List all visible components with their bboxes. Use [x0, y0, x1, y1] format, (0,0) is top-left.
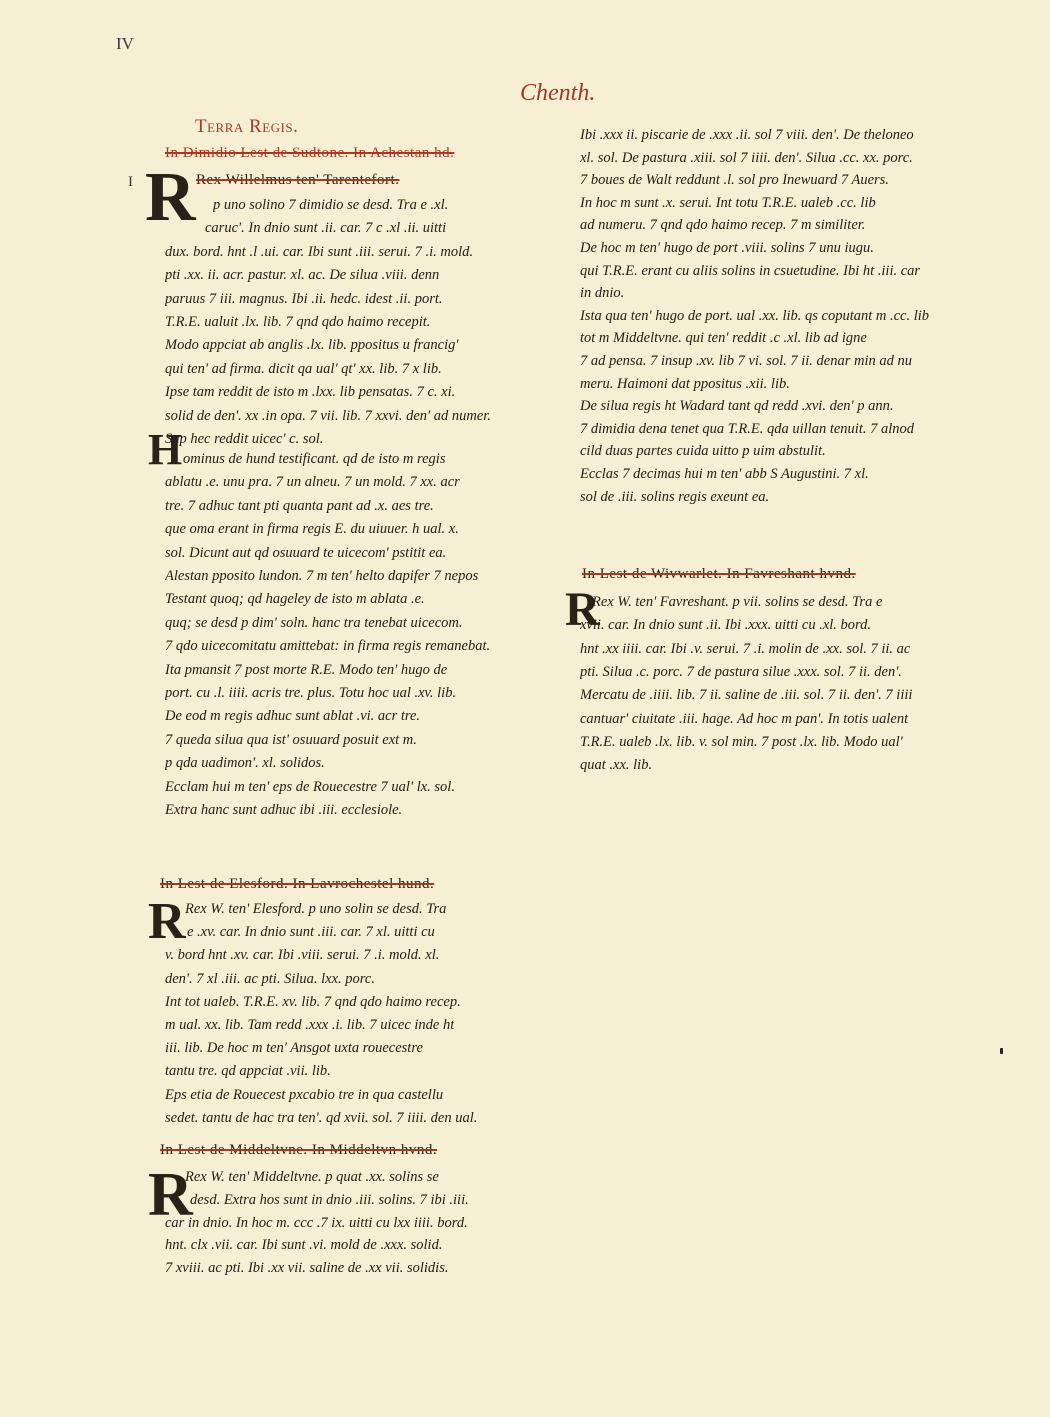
manuscript-line: sol de .iii. solins regis exeunt ea.: [580, 489, 770, 505]
manuscript-line: p qda uadimon'. xl. solidos.: [165, 756, 325, 771]
initial-r-1: R: [145, 159, 196, 236]
manuscript-line: Rex W. ten' Elesford. p uno solin se desd. Tra: [185, 902, 447, 917]
manuscript-line: Extra hanc sunt adhuc ibi .iii. ecclesiole.: [165, 803, 403, 818]
manuscript-line: in dnio.: [580, 286, 625, 301]
manuscript-line: p uno solino 7 dimidio se desd. Tra e .xl.: [213, 198, 449, 213]
manuscript-line: hnt .xx iiii. car. Ibi .v. serui. 7 .i. molin de .xx. sol. 7 ii. ac: [580, 641, 911, 657]
manuscript-line: quat .xx. lib.: [580, 758, 653, 773]
manuscript-line: T.R.E. ualuit .lx. lib. 7 qnd qdo haimo recepit.: [165, 315, 431, 330]
manuscript-line: Eps etia de Rouecest pxcabio tre in qua castellu: [165, 1087, 444, 1103]
manuscript-line: sol. Dicunt aut qd osuuard te uicecom' pstitit ea.: [165, 545, 447, 561]
terra-regis-heading: Terra Regis.: [195, 116, 299, 137]
manuscript-line: Ecclas 7 decimas hui m ten' abb S Augustini. 7 xl.: [580, 467, 869, 482]
manuscript-line: v. bord hnt .xv. car. Ibi .viii. serui. 7 .i. mold. xl.: [165, 948, 440, 963]
rubric-sudtone: In Dimidio Lest de Sudtone. In Achestan hd.: [165, 145, 455, 161]
manuscript-line: Alestan pposito lundon. 7 m ten' helto dapifer 7 nepos: [165, 569, 479, 584]
manuscript-line: pti .xx. ii. acr. pastur. xl. ac. De silua .viii. denn: [165, 268, 440, 283]
manuscript-line: quq; se desd p dim' soln. hanc tra tenebat uicecom.: [165, 615, 463, 631]
manuscript-line: 7 boues de Walt reddunt .l. sol pro Inewuard 7 Auers.: [580, 173, 889, 188]
manuscript-line: xl. sol. De pastura .xiii. sol 7 iiii. den'. Silua .cc. xx. porc.: [580, 150, 913, 166]
manuscript-line: den'. 7 xl .iii. ac pti. Silua. lxx. porc.: [165, 971, 375, 987]
manuscript-line: T.R.E. ualeb .lx. lib. v. sol min. 7 post .lx. lib. Modo ual': [580, 734, 903, 750]
initial-r-4: R: [565, 583, 600, 636]
manuscript-line: Sup hec reddit uicec' c. sol.: [165, 432, 324, 447]
manuscript-line: cild duas partes cuida uitto p uim abstulit.: [580, 444, 826, 459]
manuscript-line: Int tot ualeb. T.R.E. xv. lib. 7 qnd qdo haimo recep.: [165, 994, 461, 1010]
manuscript-line: In hoc m sunt .x. serui. Int totu T.R.E. ualeb .cc. lib: [580, 195, 876, 211]
manuscript-line: Ecclam hui m ten' eps de Rouecestre 7 ual' lx. sol.: [165, 779, 455, 795]
manuscript-line: meru. Haimoni dat ppositus .xii. lib.: [580, 376, 790, 392]
manuscript-line: Ipse tam reddit de isto m .lxx. lib pensatas. 7 c. xi.: [165, 385, 456, 400]
manuscript-line: 7 queda silua qua ist' osuuard posuit ext m.: [165, 732, 417, 748]
manuscript-line: qui ten' ad firma. dicit qa ual' qt' xx. lib. 7 x lib.: [165, 361, 442, 377]
initial-h: H: [148, 425, 183, 474]
manuscript-line: que oma erant in firma regis E. du uiuuer. h ual. x.: [165, 522, 459, 537]
rubric-middeltvne: In Lest de Middeltvne. In Middeltvn hvnd.: [160, 1142, 438, 1158]
manuscript-line: Mercatu de .iiii. lib. 7 ii. saline de .iii. sol. 7 ii. den'. 7 iiii: [580, 688, 913, 703]
ink-speck: [1000, 1048, 1003, 1054]
marginal-number: I: [128, 174, 133, 190]
manuscript-line: ad numeru. 7 qnd qdo haimo recep. 7 m similiter.: [580, 218, 866, 233]
manuscript-line: De eod m regis adhuc sunt ablat .vi. acr tre.: [165, 709, 421, 724]
manuscript-line: Rex W. ten' Middeltvne. p quat .xx. solins se: [185, 1170, 439, 1185]
manuscript-line: 7 ad pensa. 7 insup .xv. lib 7 vi. sol. 7 ii. denar min ad nu: [580, 354, 912, 369]
manuscript-line: Ita pmansit 7 post morte R.E. Modo ten' hugo de: [165, 662, 448, 678]
manuscript-line: pti. Silua .c. porc. 7 de pastura silue .xxx. sol. 7 ii. den'.: [580, 664, 902, 680]
manuscript-line: De hoc m ten' hugo de port .viii. solins 7 unu iugu.: [580, 241, 874, 256]
manuscript-line: dux. bord. hnt .l .ui. car. Ibi sunt .iii. serui. 7 .i. mold.: [165, 244, 473, 260]
manuscript-line: Modo appciat ab anglis .lx. lib. ppositus u francig': [165, 338, 459, 353]
manuscript-line: solid de den'. xx .in opa. 7 vii. lib. 7 xxvi. den' ad numer.: [165, 408, 491, 424]
folio-number: IV: [116, 34, 134, 53]
manuscript-line: sedet. tantu de hac tra ten'. qd xvii. sol. 7 iiii. den ual.: [165, 1110, 478, 1126]
manuscript-line: De silua regis ht Wadard tant qd redd .xvi. den' p ann.: [580, 399, 894, 414]
rubric-elesford: In Lest de Elesford. In Lavrochestel hund.: [160, 876, 435, 892]
manuscript-line: Ibi .xxx ii. piscarie de .xxx .ii. sol 7 viii. den'. De theloneo: [580, 128, 914, 143]
manuscript-line: cantuar' ciuitate .iii. hage. Ad hoc m pan'. In totis ualent: [580, 711, 909, 726]
manuscript-line: Testant quoq; qd hageley de isto m ablata .e.: [165, 592, 425, 607]
rubric-wivwarlet: In Lest de Wivwarlet. In Favreshant hvnd.: [582, 566, 856, 582]
manuscript-line: e .xv. car. In dnio sunt .iii. car. 7 xl. uitti cu: [187, 925, 435, 940]
manuscript-line: tre. 7 adhuc tant pti quanta pant ad .x. aes tre.: [165, 498, 434, 514]
manuscript-line: car in dnio. In hoc m. ccc .7 ix. uitti cu lxx iiii. bord.: [165, 1215, 468, 1231]
manuscript-line: hnt. clx .vii. car. Ibi sunt .vi. mold de .xxx. solid.: [165, 1238, 443, 1253]
manuscript-line: caruc'. In dnio sunt .ii. car. 7 c .xl .ii. uitti: [205, 221, 447, 236]
manuscript-line: 7 qdo uicecomitatu amittebat: in firma regis remanebat.: [165, 639, 491, 654]
manuscript-line: desd. Extra hos sunt in dnio .iii. solins. 7 ibi .iii.: [190, 1192, 469, 1208]
rubric-tarentefort: Rex Willelmus ten' Tarentefort.: [196, 172, 400, 188]
manuscript-line: Rex W. ten' Favreshant. p vii. solins se desd. Tra e: [592, 595, 883, 610]
manuscript-line: port. cu .l. iiii. acris tre. plus. Totu hoc ual .xv. lib.: [165, 686, 457, 701]
manuscript-line: 7 xviii. ac pti. Ibi .xx vii. saline de .xx vii. solidis.: [165, 1261, 449, 1276]
manuscript-line: ablatu .e. unu pra. 7 un alneu. 7 un mold. 7 xx. acr: [165, 475, 460, 490]
manuscript-line: 7 dimidia dena tenet qua T.R.E. qda uillan tenuit. 7 alnod: [580, 421, 915, 437]
initial-r-3: R: [148, 1161, 193, 1229]
manuscript-line: iii. lib. De hoc m ten' Ansgot uxta rouecestre: [165, 1041, 423, 1056]
county-heading: Chenth.: [520, 80, 596, 106]
manuscript-line: xvii. car. In dnio sunt .ii. Ibi .xxx. uitti cu .xl. bord.: [580, 618, 872, 633]
manuscript-line: paruus 7 iii. magnus. Ibi .ii. hedc. idest .ii. port.: [165, 291, 443, 307]
manuscript-line: Ista qua ten' hugo de port. ual .xx. lib. qs coputant m .cc. lib: [580, 308, 930, 324]
initial-r-2: R: [148, 893, 186, 950]
manuscript-line: m ual. xx. lib. Tam redd .xxx .i. lib. 7 uicec inde ht: [165, 1018, 455, 1033]
manuscript-line: qui T.R.E. erant cu aliis solins in csuetudine. Ibi ht .iii. car: [580, 263, 921, 279]
manuscript-line: tantu tre. qd appciat .vii. lib.: [165, 1064, 331, 1079]
manuscript-line: ominus de hund testificant. qd de isto m regis: [183, 452, 446, 467]
manuscript-line: tot m Middeltvne. qui ten' reddit .c .xl. lib ad igne: [580, 331, 867, 346]
